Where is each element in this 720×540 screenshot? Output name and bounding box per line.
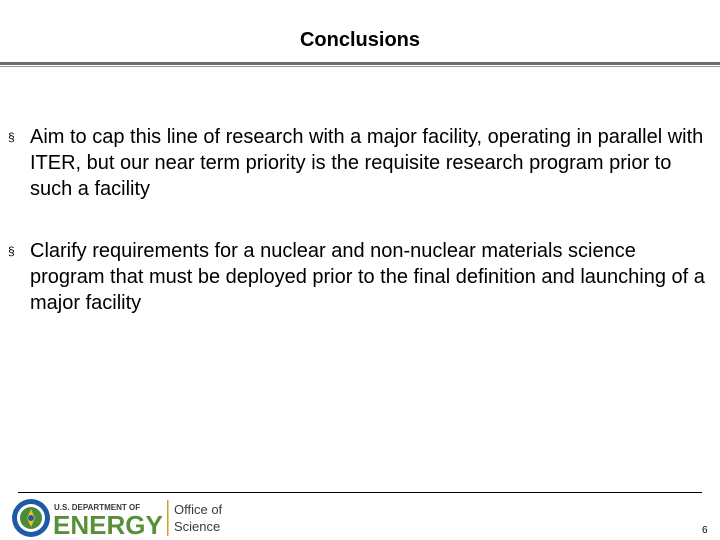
doe-office-of-science-logo bbox=[10, 496, 250, 540]
bullet-text: Aim to cap this line of research with a major facility, operating in parallel with ITER, but our near term priority is the requisite research program prior to such a facility bbox=[30, 126, 704, 200]
energy-wordmark: ENERGY bbox=[53, 510, 163, 540]
bullet-list bbox=[6, 124, 714, 316]
bullet-text: Clarify requirements for a nuclear and non-nuclear materials science program that must be deployed prior to the final definition and launching of a major facility bbox=[30, 240, 705, 314]
bullet-marker: § bbox=[8, 244, 15, 258]
bullet-marker: § bbox=[8, 130, 15, 144]
slide-title: Conclusions bbox=[299, 29, 420, 51]
title-divider bbox=[0, 62, 720, 65]
science-text: Science bbox=[174, 519, 221, 534]
bullet-item bbox=[6, 238, 714, 316]
footer-divider bbox=[18, 492, 702, 493]
office-of-text: Office of bbox=[174, 502, 223, 517]
page-number: 6 bbox=[702, 525, 708, 536]
bullet-item bbox=[6, 124, 714, 202]
logo-separator bbox=[167, 500, 169, 536]
department-text: U.S. DEPARTMENT OF bbox=[54, 503, 141, 512]
title-divider-thin bbox=[0, 66, 720, 67]
doe-seal-icon bbox=[12, 499, 50, 537]
